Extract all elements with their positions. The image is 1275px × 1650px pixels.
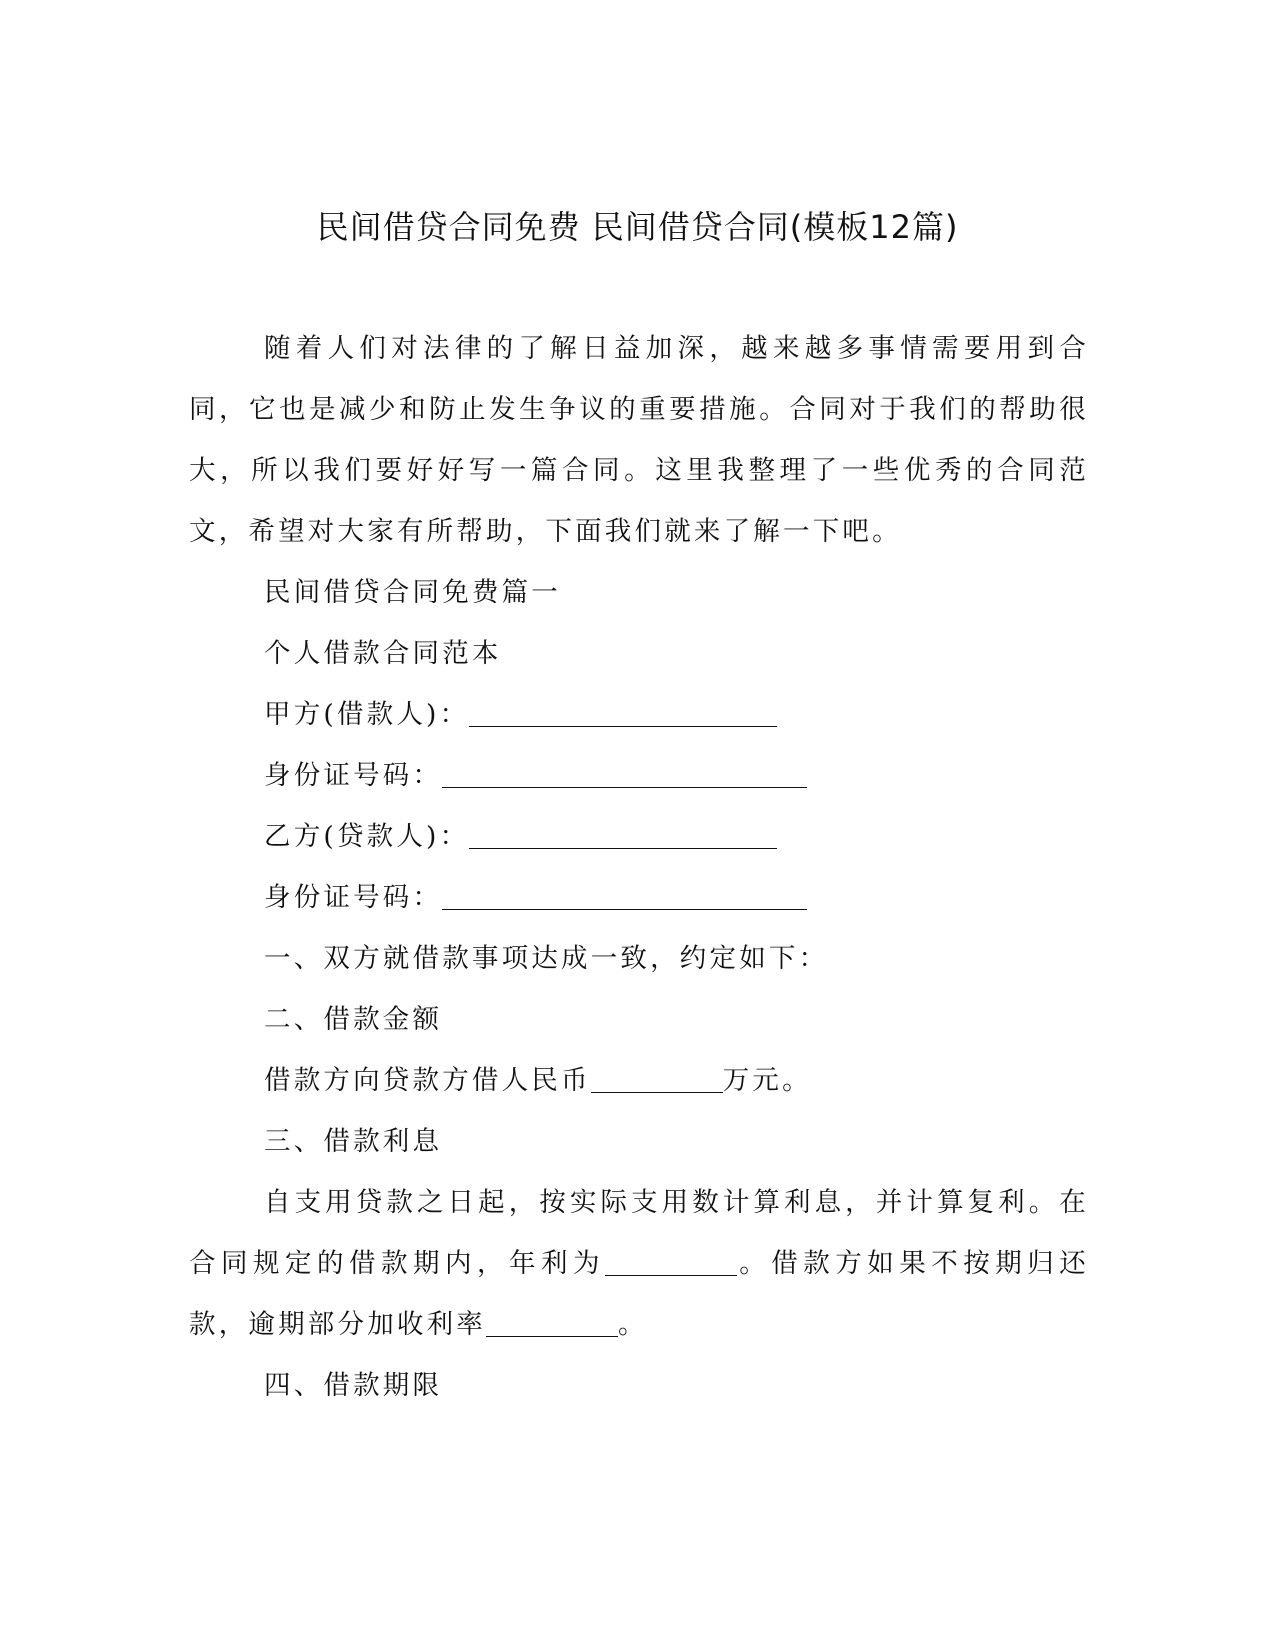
party-a-blank[interactable]: [469, 700, 777, 727]
clause-4-heading: 四、借款期限: [264, 1370, 443, 1401]
amount-prefix: 借款方向贷款方借人民币: [264, 1065, 591, 1096]
document-title: 民间借贷合同免费 民间借贷合同(模板12篇): [316, 208, 959, 246]
interest-text-1: 自支用贷款之日起，按实际支用数计算利息，并计算复利。在合同规定的借款期内，年利为: [189, 1187, 1089, 1279]
party-b-label: 乙方(贷款人)：: [264, 821, 470, 852]
amount-blank[interactable]: [591, 1066, 723, 1093]
party-a-line: [189, 684, 1089, 745]
clause-3-heading: 三、借款利息: [264, 1126, 443, 1157]
contract-title: 个人借款合同范本: [264, 638, 502, 669]
document-body: [189, 318, 1089, 1416]
interest-text-3: 。: [618, 1309, 648, 1340]
annual-rate-blank[interactable]: [605, 1249, 737, 1276]
id-number-label: 身份证号码：: [264, 760, 443, 791]
amount-line: [189, 1050, 1089, 1111]
id-number-blank-2[interactable]: [442, 883, 807, 910]
id-number-blank-1[interactable]: [442, 761, 807, 788]
party-a-label: 甲方(借款人)：: [264, 699, 470, 730]
party-b-line: [189, 806, 1089, 867]
section-heading: 民间借贷合同免费篇一: [264, 577, 561, 608]
id-number-label: 身份证号码：: [264, 882, 443, 913]
interest-paragraph: [189, 1172, 1089, 1355]
clause-2-heading: 二、借款金额: [264, 1004, 443, 1035]
id-number-line-2: [189, 867, 1089, 928]
amount-suffix: 万元。: [722, 1065, 812, 1096]
overdue-rate-blank[interactable]: [486, 1310, 618, 1337]
clause-1: 一、双方就借款事项达成一致，约定如下：: [264, 943, 829, 974]
intro-paragraph: 随着人们对法律的了解日益加深，越来越多事情需要用到合同，它也是减少和防止发生争议的重要措施。合同对于我们的帮助很大，所以我们要好好写一篇合同。这里我整理了一些优秀的合同范文，希望对大家有所帮助，下面我们就来了解一下吧。: [189, 333, 1089, 547]
interest-text-2: 。借款方如果不按期归还款，逾期部分加收利率: [189, 1248, 1089, 1340]
id-number-line-1: [189, 745, 1089, 806]
party-b-blank[interactable]: [469, 822, 777, 849]
